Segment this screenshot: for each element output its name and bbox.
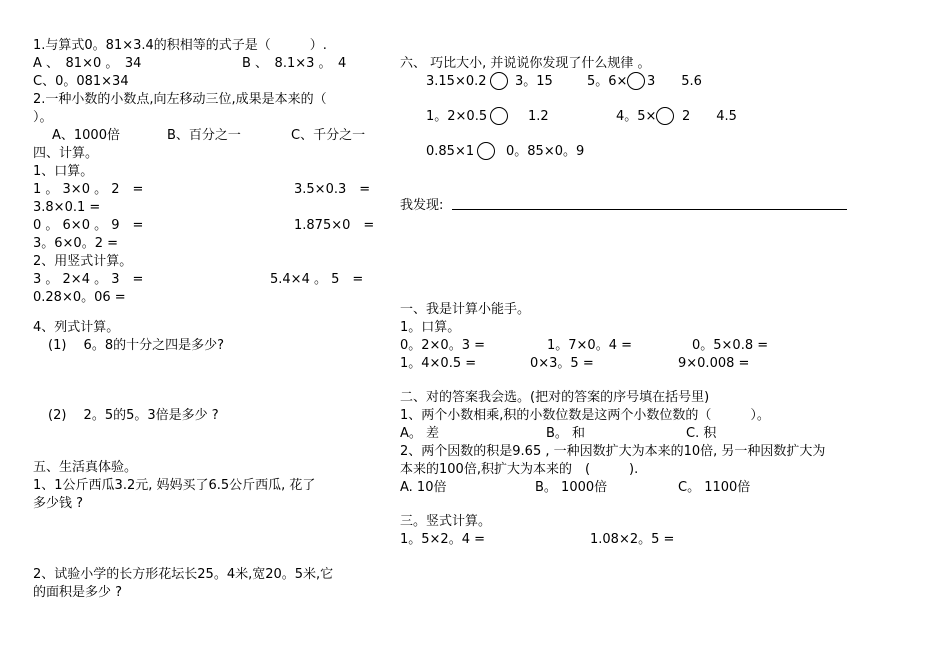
q2-text-line1: 2.一种小数的小数点,向左移动三位,成果是本来的（ bbox=[33, 92, 327, 107]
choice-question-1: 1、两个小数相乘,积的小数位数是这两个小数位数的（ ）。 bbox=[400, 408, 770, 423]
compare-blank-circle[interactable] bbox=[477, 142, 495, 160]
oral-calc-item: 1 。 3×0 。 2 = bbox=[33, 182, 144, 197]
oral-calc-item: 1.875×0 = bbox=[294, 218, 375, 233]
choice-option-b: B。 1000倍 bbox=[535, 480, 608, 495]
section2-title: 二、对的答案我会选。(把对的答案的序号填在括号里) bbox=[400, 390, 710, 405]
compare-left: 1。2×0.5 bbox=[426, 109, 488, 124]
q1-option-c: C、0。081×34 bbox=[33, 74, 129, 89]
oral-calc-item: 3.5×0.3 = bbox=[294, 182, 371, 197]
section3-title: 三。竖式计算。 bbox=[400, 514, 492, 529]
oral-calc-item: 0。2×0。3 = bbox=[400, 338, 486, 353]
word-problem-1-line1: 1、1公斤西瓜3.2元, 妈妈买了6.5公斤西瓜, 花了 bbox=[33, 478, 316, 493]
compare-right: 3。15 bbox=[515, 74, 553, 89]
compare-blank-circle[interactable] bbox=[656, 107, 674, 125]
q2-option-a: A、1000倍 bbox=[52, 128, 120, 143]
section1-title: 一、我是计算小能手。 bbox=[400, 302, 531, 317]
finding-answer-line[interactable] bbox=[452, 209, 847, 210]
section6-title: 六、 巧比大小, 并说说你发现了什么规律 。 bbox=[400, 56, 651, 71]
section5-title: 五、生活真体验。 bbox=[33, 460, 138, 475]
choice-question-2-line1: 2、两个因数的积是9.65 , 一种因数扩大为本来的10倍, 另一种因数扩大为 bbox=[400, 444, 826, 459]
compare-left: 0.85×1 bbox=[426, 144, 475, 159]
compare-blank-circle[interactable] bbox=[627, 72, 645, 90]
choice-option-a: A. 10倍 bbox=[400, 480, 447, 495]
compare-right: 0。85×0。9 bbox=[506, 144, 585, 159]
compare-right: 3 5.6 bbox=[647, 74, 702, 89]
oral-calc-item: 9×0.008 = bbox=[678, 356, 750, 371]
word-problem-2-line1: 2、试验小学的长方形花坛长25。4米,宽20。5米,它 bbox=[33, 567, 334, 582]
section4-title: 四、计算。 bbox=[33, 146, 99, 161]
compare-left: 5。6× bbox=[587, 74, 628, 89]
column-calc-title: 4、列式计算。 bbox=[33, 320, 120, 335]
q2-option-b: B、百分之一 bbox=[167, 128, 241, 143]
vertical-calc-item: 1。5×2。4 = bbox=[400, 532, 486, 547]
oral-calc-title: 1。口算。 bbox=[400, 320, 461, 335]
word-problem-2-line2: 的面积是多少 ? bbox=[33, 585, 123, 600]
choice-option-c: C. 积 bbox=[686, 426, 717, 441]
finding-label: 我发现: bbox=[400, 198, 444, 213]
compare-blank-circle[interactable] bbox=[490, 72, 508, 90]
word-problem-1-line2: 多少钱 ? bbox=[33, 496, 84, 511]
choice-option-c: C。 1100倍 bbox=[678, 480, 751, 495]
column-calc-item: (2) 2。5的5。3倍是多少 ? bbox=[48, 408, 219, 423]
oral-calc-title: 1、口算。 bbox=[33, 164, 94, 179]
compare-blank-circle[interactable] bbox=[490, 107, 508, 125]
compare-right: 2 4.5 bbox=[682, 109, 737, 124]
choice-option-a: A。 差 bbox=[400, 426, 440, 441]
oral-calc-item: 0 。 6×0 。 9 = bbox=[33, 218, 144, 233]
vertical-calc-item: 0.28×0。06 = bbox=[33, 290, 126, 305]
vertical-calc-item: 5.4×4 。 5 = bbox=[270, 272, 364, 287]
vertical-calc-item: 1.08×2。5 = bbox=[590, 532, 675, 547]
oral-calc-item: 1。4×0.5 = bbox=[400, 356, 477, 371]
q2-text-line2: ）。 bbox=[33, 110, 53, 125]
oral-calc-item: 1。7×0。4 = bbox=[547, 338, 633, 353]
choice-option-b: B。 和 bbox=[546, 426, 586, 441]
q1-option-a: A 、 81×0 。 34 bbox=[33, 56, 142, 71]
oral-calc-item: 3。6×0。2 = bbox=[33, 236, 119, 251]
oral-calc-item: 3.8×0.1 = bbox=[33, 200, 101, 215]
oral-calc-item: 0×3。5 = bbox=[530, 356, 594, 371]
compare-right: 1.2 bbox=[528, 109, 549, 124]
q2-option-c: C、千分之一 bbox=[291, 128, 366, 143]
column-calc-item: (1) 6。8的十分之四是多少? bbox=[48, 338, 224, 353]
oral-calc-item: 0。5×0.8 = bbox=[692, 338, 769, 353]
q1-text: 1.与算式0。81×3.4的积相等的式子是（ ）. bbox=[33, 38, 327, 53]
compare-left: 3.15×0.2 bbox=[426, 74, 487, 89]
compare-left: 4。5× bbox=[616, 109, 657, 124]
q1-option-b: B 、 8.1×3 。 4 bbox=[242, 56, 347, 71]
vertical-calc-item: 3 。 2×4 。 3 = bbox=[33, 272, 144, 287]
choice-question-2-line2: 本来的100倍,积扩大为本来的 ( ). bbox=[400, 462, 639, 477]
vertical-calc-title: 2、用竖式计算。 bbox=[33, 254, 133, 269]
